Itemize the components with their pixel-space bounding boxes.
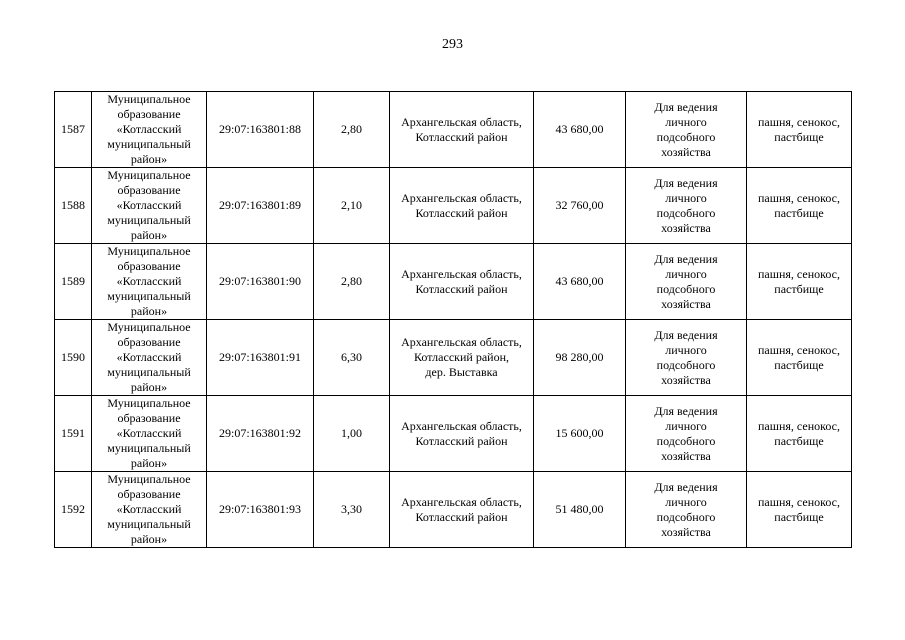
- area-cell: 2,80: [314, 92, 390, 168]
- land-type-cell: пашня, сенокос, пастбище: [747, 244, 852, 320]
- cadastral-value-cell: 43 680,00: [534, 92, 626, 168]
- cadastral-value-cell: 51 480,00: [534, 472, 626, 548]
- table-row: [55, 168, 852, 244]
- cadastral-number-cell: 29:07:163801:88: [207, 92, 314, 168]
- land-registry-table: [54, 91, 852, 548]
- table-body: [55, 92, 852, 548]
- location-cell: Архангельская область, Котласский район: [390, 92, 534, 168]
- row-number-cell: 1588: [55, 168, 92, 244]
- row-number-cell: 1592: [55, 472, 92, 548]
- cadastral-value-cell: 43 680,00: [534, 244, 626, 320]
- permitted-use-cell: Для ведения личного подсобного хозяйства: [626, 168, 747, 244]
- table-row: [55, 92, 852, 168]
- land-type-cell: пашня, сенокос, пастбище: [747, 396, 852, 472]
- area-cell: 1,00: [314, 396, 390, 472]
- table-row: [55, 244, 852, 320]
- land-type-cell: пашня, сенокос, пастбище: [747, 320, 852, 396]
- permitted-use-cell: Для ведения личного подсобного хозяйства: [626, 244, 747, 320]
- land-type-cell: пашня, сенокос, пастбище: [747, 168, 852, 244]
- page-number: 293: [442, 37, 463, 52]
- owner-cell: Муниципальное образование «Котласский муниципальный район»: [92, 320, 207, 396]
- location-cell: Архангельская область, Котласский район, дер. Выставка: [390, 320, 534, 396]
- permitted-use-cell: Для ведения личного подсобного хозяйства: [626, 92, 747, 168]
- location-cell: Архангельская область, Котласский район: [390, 244, 534, 320]
- table-row: [55, 320, 852, 396]
- permitted-use-cell: Для ведения личного подсобного хозяйства: [626, 472, 747, 548]
- area-cell: 6,30: [314, 320, 390, 396]
- table-row: [55, 472, 852, 548]
- owner-cell: Муниципальное образование «Котласский муниципальный район»: [92, 92, 207, 168]
- cadastral-number-cell: 29:07:163801:93: [207, 472, 314, 548]
- owner-cell: Муниципальное образование «Котласский муниципальный район»: [92, 396, 207, 472]
- owner-cell: Муниципальное образование «Котласский муниципальный район»: [92, 168, 207, 244]
- row-number-cell: 1589: [55, 244, 92, 320]
- location-cell: Архангельская область, Котласский район: [390, 472, 534, 548]
- area-cell: 2,10: [314, 168, 390, 244]
- area-cell: 3,30: [314, 472, 390, 548]
- permitted-use-cell: Для ведения личного подсобного хозяйства: [626, 396, 747, 472]
- cadastral-value-cell: 32 760,00: [534, 168, 626, 244]
- permitted-use-cell: Для ведения личного подсобного хозяйства: [626, 320, 747, 396]
- land-type-cell: пашня, сенокос, пастбище: [747, 472, 852, 548]
- location-cell: Архангельская область, Котласский район: [390, 396, 534, 472]
- cadastral-number-cell: 29:07:163801:90: [207, 244, 314, 320]
- row-number-cell: 1587: [55, 92, 92, 168]
- cadastral-number-cell: 29:07:163801:91: [207, 320, 314, 396]
- row-number-cell: 1590: [55, 320, 92, 396]
- area-cell: 2,80: [314, 244, 390, 320]
- land-type-cell: пашня, сенокос, пастбище: [747, 92, 852, 168]
- owner-cell: Муниципальное образование «Котласский муниципальный район»: [92, 244, 207, 320]
- cadastral-number-cell: 29:07:163801:92: [207, 396, 314, 472]
- table-row: [55, 396, 852, 472]
- cadastral-value-cell: 15 600,00: [534, 396, 626, 472]
- row-number-cell: 1591: [55, 396, 92, 472]
- owner-cell: Муниципальное образование «Котласский муниципальный район»: [92, 472, 207, 548]
- cadastral-number-cell: 29:07:163801:89: [207, 168, 314, 244]
- location-cell: Архангельская область, Котласский район: [390, 168, 534, 244]
- cadastral-value-cell: 98 280,00: [534, 320, 626, 396]
